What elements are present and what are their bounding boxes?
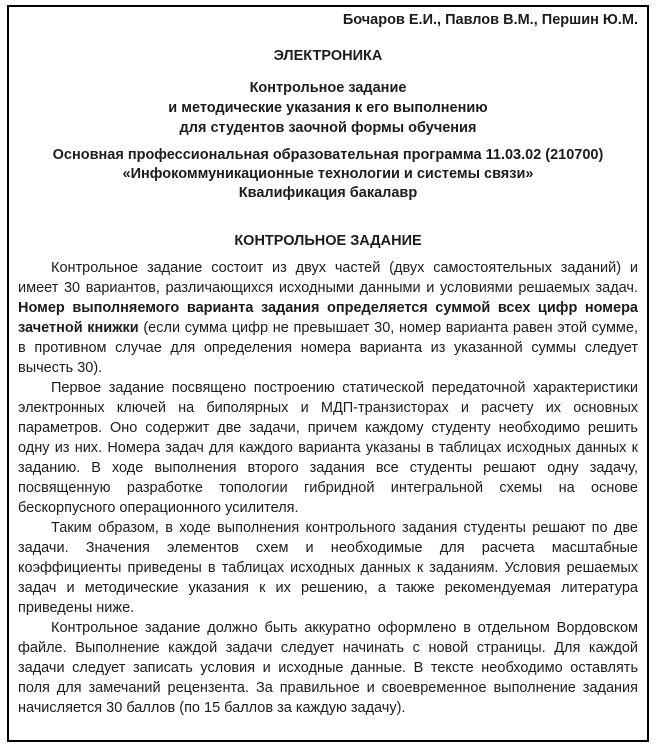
section-heading: КОНТРОЛЬНОЕ ЗАДАНИЕ xyxy=(234,233,422,249)
paragraph-text: (если сумма цифр не превышает 30, номер варианта равен этой сумме, в противном случае для определения номера варианта из указанной суммы следует вычесть 30). xyxy=(18,320,638,376)
paragraph-text: Контрольное задание должно быть аккуратно оформлено в отдельном Вордовском файле. Выполнение каждой задачи следует начинать с новой страницы. Для каждой задачи следует записать условия и исходные данные. В тексте необходимо оставлять поля для замечаний рецензента. За правильное и своевременное выполнение задания начисляется 30 баллов (по 15 баллов за каждую задачу). xyxy=(18,620,638,716)
paragraph-bold-text: Номер выполняемого варианта задания определяется суммой всех цифр номера зачетной книжки xyxy=(18,300,638,336)
subtitle-line-3: для студентов заочной формы обучения xyxy=(179,120,477,136)
program-line-3: Квалификация бакалавр xyxy=(238,185,418,201)
authors-line: Бочаров Е.И., Павлов В.М., Першин Ю.М. xyxy=(342,12,638,28)
paragraph-text: Первое задание посвящено построению статической передаточной характеристики электронных ключей на биполярных и МДП-транзисторах и расчету их основных параметров. Оно содержит две задачи, причем каждому студенту необходимо решить одну из них. Номера задач для каждого варианта указаны в таблицах исходных данных к заданию. В ходе выполнения второго задания все студенты решают одну задачу, посвященную разработке топологии гибридной интегральной схемы на основе бескорпусного операционного усилителя. xyxy=(18,380,638,516)
paragraph xyxy=(18,618,638,718)
program-line-2: «Инфокоммуникационные технологии и системы связи» xyxy=(122,166,534,182)
body-paragraphs xyxy=(18,258,638,718)
paragraph xyxy=(18,258,638,378)
paragraph xyxy=(18,378,638,518)
paragraph-text: Контрольное задание состоит из двух частей (двух самостоятельных заданий) и имеет 30 вариантов, различающихся исходными данными и условиями решаемых задач. xyxy=(18,260,638,296)
program-line-1: Основная профессиональная образовательная программа 11.03.02 (210700) xyxy=(52,147,604,163)
program-block xyxy=(18,146,638,203)
subtitle-block xyxy=(18,78,638,138)
paragraph-text: Таким образом, в ходе выполнения контрольного задания студенты решают по две задачи. Значения элементов схем и необходимые для расчета масштабные коэффициенты приведены в таблицах исходных данных к заданиям. Условия решаемых задач и методические указания к их решению, а также рекомендуемая литература приведены ниже. xyxy=(18,520,638,616)
paragraph xyxy=(18,518,638,618)
subtitle-line-2: и методические указания к его выполнению xyxy=(168,100,488,116)
page-border xyxy=(7,5,649,742)
subtitle-line-1: Контрольное задание xyxy=(249,80,407,96)
document-title: ЭЛЕКТРОНИКА xyxy=(273,48,383,64)
